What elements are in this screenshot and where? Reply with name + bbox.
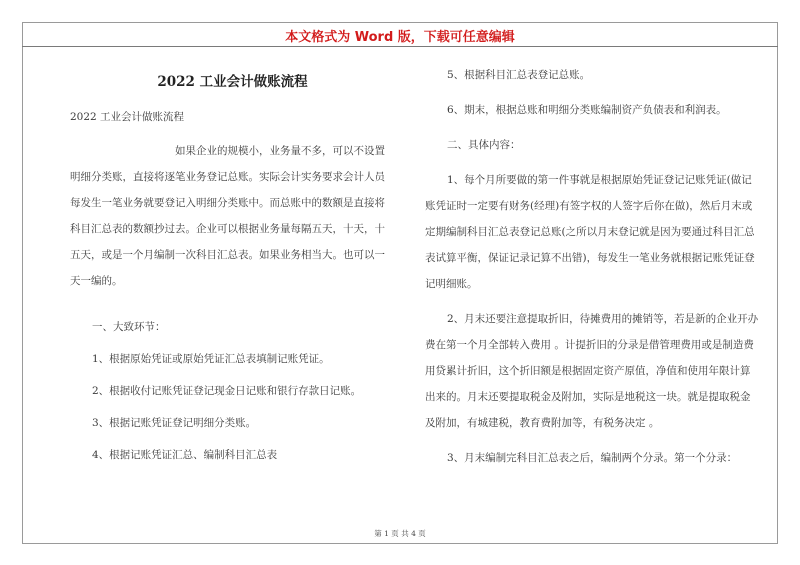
section-heading-2: 二、具体内容： [447, 139, 521, 151]
content-paragraph-3: 3、月末编制完科目汇总表之后，编制两个分录。第一个分录： [447, 452, 738, 464]
step-item-3: 3、根据记账凭证登记明细分类账。 [92, 417, 257, 429]
left-column [70, 68, 395, 468]
step-item-5: 5、根据科目汇总表登记总账。 [447, 69, 591, 81]
right-column [425, 62, 760, 471]
intro-paragraph: 如果企业的规模小，业务量不多，可以不设置明细分类账，直接将逐笔业务登记总账。实际会计实务要求会计人员每发生一笔业务就要登记入明细分类账中。而总账中的数额是直接将科目汇总表的数额抄过去。企业可以根据业务量每隔五天，十天，十五天，或是一个月编制一次科目汇总表。如果业务相当大。也可以一天一编的。 [70, 145, 385, 287]
step-item-4: 4、根据记账凭证汇总、编制科目汇总表 [92, 449, 278, 461]
document-title: 2022 工业会计做账流程 [157, 74, 308, 90]
step-item-1: 1、根据原始凭证或原始凭证汇总表填制记账凭证。 [92, 353, 330, 365]
paragraph-spacer [70, 294, 395, 314]
step-item-2: 2、根据收付记账凭证登记现金日记账和银行存款日记账。 [92, 385, 362, 397]
content-paragraph-2: 2、月末还要注意提取折旧，待摊费用的摊销等，若是新的企业开办费在第一个月全部转入费用 。计提折旧的分录是借管理费用或是制造费用贷累计折旧，这个折旧额是根据固定资产原值，净值和使用年限计算出来的。月末还要提取税金及附加，实际是地税这一块。就是提取税金及附加，有城建税，教育费附加等，有税务决定 。 [425, 313, 759, 429]
content-paragraph-1: 1、每个月所要做的第一件事就是根据原始凭证登记记账凭证(做记账凭证时一定要有财务(经理)有签字权的人签字后你在做)，然后月末或定期编制科目汇总表登记总账(之所以月末登记就是因为要通过科目汇总表试算平衡，保证记录记算不出错)，每发生一笔业务就根据记账凭证登记明细账。 [425, 174, 755, 290]
document-subtitle: 2022 工业会计做账流程 [70, 111, 185, 123]
banner-divider [22, 46, 778, 47]
section-heading-1: 一、大致环节： [92, 321, 166, 333]
word-banner: 本文格式为 Word 版，下载可任意编辑 [285, 30, 515, 45]
page-number: 第 1 页 共 4 页 [374, 529, 426, 538]
step-item-6: 6、期末，根据总账和明细分类账编制资产负债表和利润表。 [447, 104, 727, 116]
